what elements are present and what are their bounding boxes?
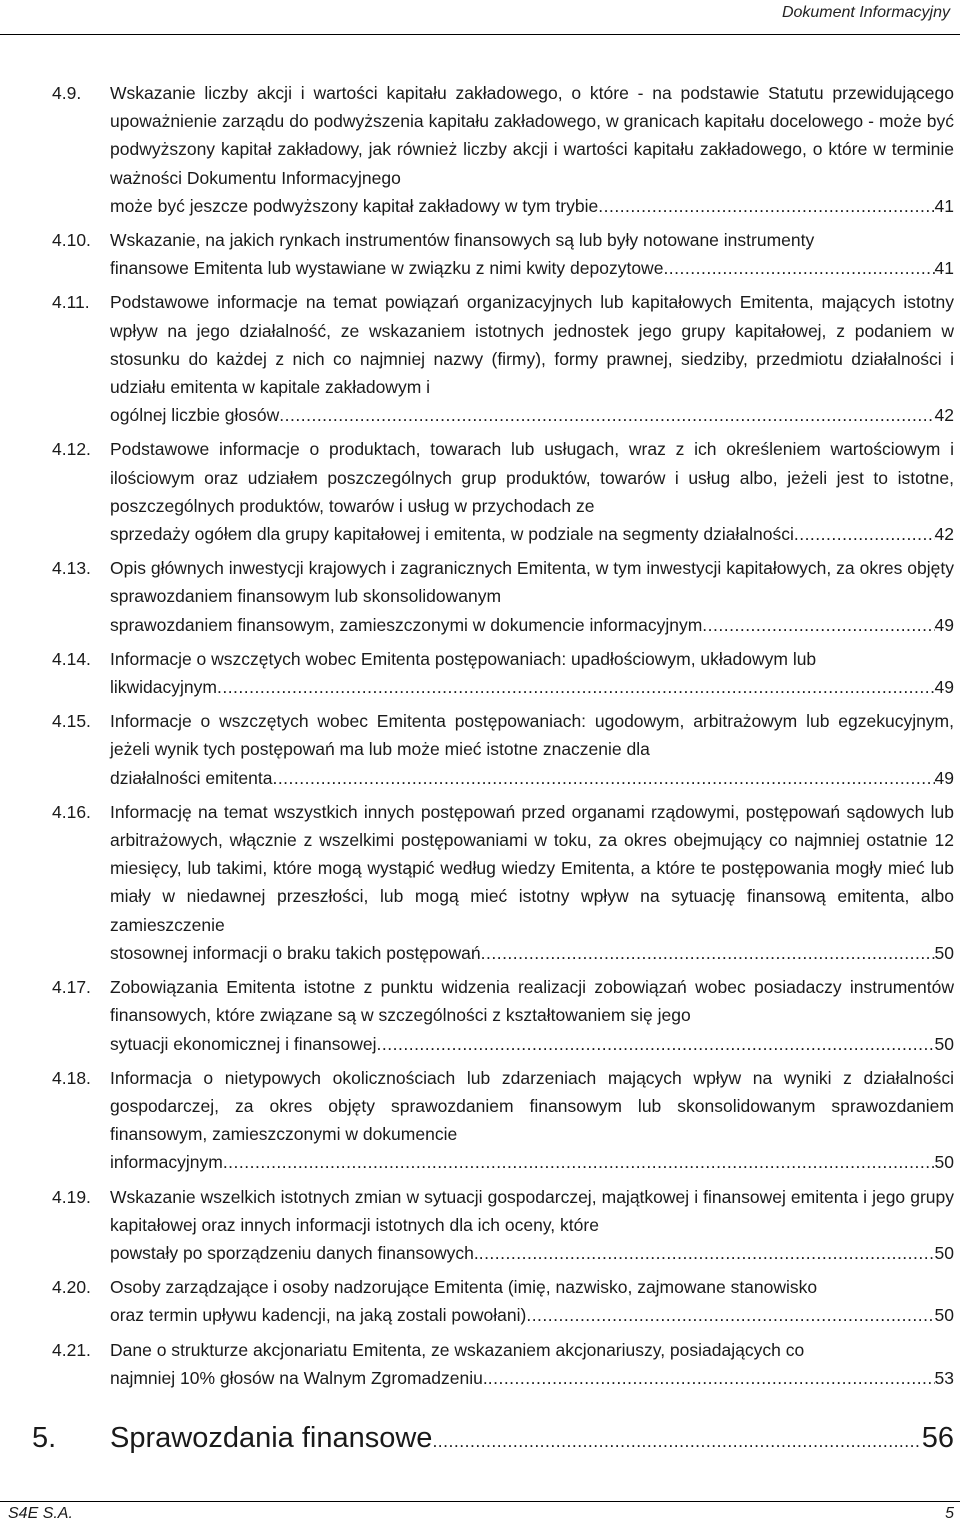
toc-dot-leader <box>598 192 934 220</box>
toc-entry-number: 4.12. <box>52 439 91 460</box>
toc-page-number: 41 <box>934 258 954 279</box>
toc-dot-leader <box>663 254 934 282</box>
table-of-contents <box>0 79 960 1392</box>
footer-company: S4E S.A. <box>8 1505 73 1522</box>
toc-entry-last-line: sprzedaży ogółem dla grupy kapitałowej i emitenta, w podziale na segmenty działalności <box>110 524 794 545</box>
toc-entry-text: Wskazanie wszelkich istotnych zmian w sytuacji gospodarczej, majątkowej i finansowej emitenta i jego grupy kapitałowej oraz innych informacji istotnych dla ich oceny, które <box>110 1186 954 1235</box>
toc-entry-last-line: powstały po sporządzeniu danych finansowych. <box>110 1242 479 1263</box>
toc-entry-text: Opis głównych inwestycji krajowych i zagranicznych Emitenta, w tym inwestycji kapitałowych, za okres objęty sprawozdaniem finansowym lub skonsolidowanym <box>110 558 954 607</box>
toc-entry-text: Informacje o wszczętych wobec Emitenta postępowaniach: upadłościowym, układowym lub <box>110 648 817 669</box>
toc-dot-leader <box>488 1364 935 1392</box>
toc-dot-leader <box>279 401 934 429</box>
toc-entry-number: 4.19. <box>52 1186 91 1207</box>
toc-dot-leader <box>702 611 934 639</box>
toc-page-number: 53 <box>934 1367 954 1388</box>
toc-entry-text: Podstawowe informacje o produktach, towarach lub usługach, wraz z ich określeniem wartościowym i ilościowym oraz udziałem poszczególnych grup produktów, towarów i usług albo, jeżeli jest to istotne, poszczególnych produktów, towarów i usług w przychodach ze <box>110 439 954 516</box>
toc-entry-4-16[interactable] <box>0 798 960 967</box>
toc-page-number: 49 <box>934 677 954 698</box>
toc-dot-leader <box>377 1030 935 1058</box>
toc-entry-number: 4.10. <box>52 230 91 251</box>
toc-entry-number: 4.17. <box>52 977 91 998</box>
toc-entry-4-9[interactable] <box>0 79 960 220</box>
toc-entry-last-line: sytuacji ekonomicznej i finansowej <box>110 1033 377 1054</box>
toc-entry-4-10[interactable] <box>0 226 960 282</box>
toc-entry-text: Osoby zarządzające i osoby nadzorujące Emitenta (imię, nazwisko, zajmowane stanowisko <box>110 1277 818 1298</box>
toc-entry-4-17[interactable] <box>0 973 960 1058</box>
toc-page-number: 50 <box>934 1305 954 1326</box>
toc-entry-4-21[interactable] <box>0 1336 960 1392</box>
toc-page-number: 41 <box>934 195 954 216</box>
footer-page-number: 5 <box>945 1505 954 1522</box>
toc-entry-text: Podstawowe informacje na temat powiązań organizacyjnych lub kapitałowych Emitenta, mających istotny wpływ na jego działalność, ze wskazaniem istotnych jednostek jego grupy kapitałowej, z podaniem w stosunku do każdej z nich co najmniej nazwy (firmy), formy prawnej, siedziby, przedmiotu działalności i udziału emitenta w kapitale zakładowym i <box>110 292 954 398</box>
toc-entry-last-line: działalności emitenta <box>110 767 273 788</box>
toc-page-number: 49 <box>934 614 954 635</box>
toc-section-5[interactable] <box>0 1420 960 1459</box>
toc-entry-last-line: sprawozdaniem finansowym, zamieszczonymi w dokumencie informacyjnym <box>110 614 703 635</box>
footer-divider <box>0 1501 960 1502</box>
toc-entry-last-line: ogólnej liczbie głosów <box>110 405 280 426</box>
toc-dot-leader <box>432 1423 921 1459</box>
toc-page-number: 50 <box>934 1033 954 1054</box>
toc-entry-number: 4.16. <box>52 801 91 822</box>
toc-entry-number: 4.11. <box>52 292 90 313</box>
toc-entry-text: Informację na temat wszystkich innych postępowań przed organami rządowymi, postępowań sądowych lub arbitrażowych, włącznie z wszelkimi postępowaniami w toku, za okres obejmujący co najmniej ostatnie 12 miesięcy, lub takimi, które mogą wystąpić według wiedzy Emitenta, a które te postępowania mogły mieć lub miały w niedawnej przeszłości, lub mogą mieć istotny wpływ na sytuację finansową emitenta, albo zamieszczenie <box>110 801 954 935</box>
toc-entry-last-line: informacyjnym <box>110 1152 223 1173</box>
toc-entry-last-line: likwidacyjnym <box>110 677 217 698</box>
toc-entry-number: 4.21. <box>52 1339 91 1360</box>
toc-entry-last-line: oraz termin upływu kadencji, na jaką zostali powołani) <box>110 1305 527 1326</box>
toc-entry-4-15[interactable] <box>0 707 960 792</box>
toc-entry-text: Dane o strukturze akcjonariatu Emitenta, ze wskazaniem akcjonariuszy, posiadających co <box>110 1339 805 1360</box>
toc-dot-leader <box>223 1148 935 1176</box>
toc-dot-leader <box>272 764 934 792</box>
toc-section-page-number: 56 <box>921 1422 954 1454</box>
toc-entry-text: Informacja o nietypowych okolicznościach lub zdarzeniach mających wpływ na wyniki z działalności gospodarczej, za okres objęty sprawozdaniem finansowym lub skonsolidowanym sprawozdaniem finansowym, zamieszczonymi w dokumencie <box>110 1067 954 1145</box>
toc-entry-4-18[interactable] <box>0 1064 960 1177</box>
toc-entry-last-line: najmniej 10% głosów na Walnym Zgromadzeniu. <box>110 1367 488 1388</box>
toc-entry-last-line: finansowe Emitenta lub wystawiane w związku z nimi kwity depozytowe <box>110 258 664 279</box>
document-header-title: Dokument Informacyjny <box>781 4 950 21</box>
toc-dot-leader <box>526 1301 934 1329</box>
toc-entry-4-20[interactable] <box>0 1273 960 1329</box>
toc-entry-text: Zobowiązania Emitenta istotne z punktu widzenia realizacji zobowiązań wobec posiadaczy instrumentów finansowych, które związane są w szczególności z kształtowaniem się jego <box>110 977 954 1026</box>
toc-entry-number: 4.9. <box>52 83 82 103</box>
toc-page-number: 49 <box>934 767 954 788</box>
toc-section-title: Sprawozdania finansowe <box>110 1422 433 1454</box>
toc-page-number: 42 <box>934 524 954 545</box>
toc-entry-text: Informacje o wszczętych wobec Emitenta postępowaniach: ugodowym, arbitrażowym lub egzekucyjnym, jeżeli wynik tych postępowań ma lub może mieć istotne znaczenie dla <box>110 711 954 760</box>
toc-entry-number: 4.15. <box>52 711 91 732</box>
toc-page-number: 50 <box>934 942 954 963</box>
toc-entry-4-13[interactable] <box>0 554 960 639</box>
toc-entry-text: Wskazanie, na jakich rynkach instrumentów finansowych są lub były notowane instrumenty <box>110 230 815 251</box>
toc-dot-leader <box>794 520 935 548</box>
toc-entry-4-11[interactable] <box>0 288 960 429</box>
toc-entry-number: 4.13. <box>52 558 91 579</box>
header-divider <box>0 34 960 35</box>
toc-entry-4-19[interactable] <box>0 1183 960 1268</box>
toc-dot-leader <box>479 1239 935 1267</box>
toc-page-number: 50 <box>934 1242 954 1263</box>
toc-entry-number: 4.18. <box>52 1067 91 1088</box>
toc-page-number: 50 <box>934 1152 954 1173</box>
toc-entry-number: 4.14. <box>52 648 91 669</box>
toc-dot-leader <box>481 939 935 967</box>
toc-dot-leader <box>217 673 935 701</box>
toc-entry-text: Wskazanie liczby akcji i wartości kapitału zakładowego, o które - na podstawie Statutu przewidującego upoważnienie zarządu do podwyższenia kapitału zakładowego, w granicach kapitału docelowego - może być podwyższony kapitał zakładowy, jak również liczby akcji i wartości kapitału zakładowego, o które w terminie ważności Dokumentu Informacyjnego <box>110 83 954 188</box>
toc-page-number: 42 <box>934 405 954 426</box>
toc-section-number: 5. <box>32 1422 57 1454</box>
toc-entry-last-line: może być jeszcze podwyższony kapitał zakładowy w tym trybie <box>110 195 599 216</box>
toc-entry-4-12[interactable] <box>0 435 960 548</box>
toc-entry-last-line: stosownej informacji o braku takich postępowań <box>110 942 481 963</box>
toc-entry-4-14[interactable] <box>0 645 960 701</box>
toc-entry-number: 4.20. <box>52 1277 91 1298</box>
